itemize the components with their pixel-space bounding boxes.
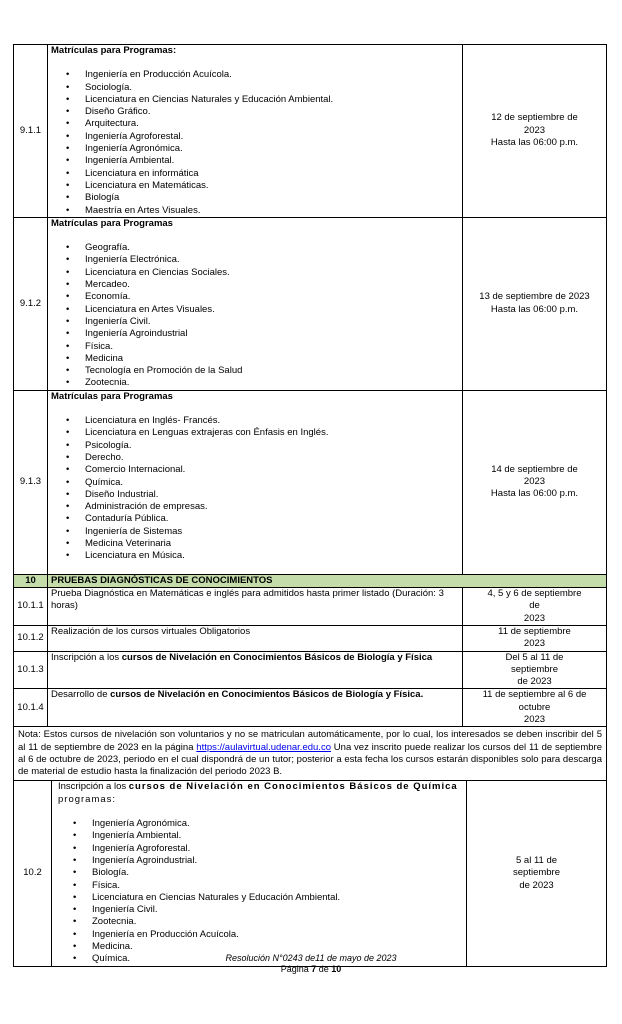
- row-number: 9.1.2: [14, 217, 48, 390]
- program-list-item: • Física.: [51, 341, 459, 353]
- activity-cell: [52, 781, 467, 966]
- row-number: 10.1.1: [14, 588, 48, 626]
- program-list-item: • Ingeniería Electrónica.: [51, 254, 459, 266]
- table-row: [14, 217, 607, 390]
- program-list-item: • Medicina: [51, 353, 459, 365]
- block-title: Matrículas para Programas: [51, 217, 173, 229]
- activity-cell: Inscripción a los cursos de Nivelación en Conocimientos Básicos de Biología y Física: [48, 651, 463, 689]
- date-cell: 13 de septiembre de 2023 Hasta las 06:00 p.m.: [463, 217, 607, 390]
- program-list-item: • Contaduría Pública.: [51, 513, 459, 525]
- program-list-item: • Licenciatura en Música.: [51, 550, 459, 562]
- program-list-item: • Ingeniería Agronómica.: [51, 143, 459, 155]
- date-cell: 5 al 11 de septiembre de 2023: [467, 781, 607, 966]
- table-row: [14, 588, 607, 626]
- program-list-item: • Diseño Industrial.: [51, 489, 459, 501]
- program-list-item: • Ingeniería Agroindustrial: [51, 328, 459, 340]
- table-row: [14, 390, 607, 574]
- program-list-item: • Licenciatura en Artes Visuales.: [51, 304, 459, 316]
- program-list-item: • Licenciatura en informática: [51, 168, 459, 180]
- activity-cell: [48, 217, 463, 390]
- table-row: [14, 781, 607, 966]
- section-title: PRUEBAS DIAGNÓSTICAS DE CONOCIMIENTOS: [48, 574, 607, 587]
- activity-cell: Realización de los cursos virtuales Obligatorios: [48, 625, 463, 651]
- program-list-item: • Química.: [51, 477, 459, 489]
- program-list-item: • Ingeniería en Producción Acuícola.: [58, 929, 463, 941]
- program-list-item: • Mercadeo.: [51, 279, 459, 291]
- resolution-reference: Resolución N°0243 de11 de mayo de 2023: [225, 953, 397, 963]
- program-list-item: • Biología.: [58, 867, 463, 879]
- program-list-item: • Ingeniería Agroforestal.: [51, 131, 459, 143]
- program-list-item: • Sociología.: [51, 82, 459, 94]
- program-list-item: • Psicología.: [51, 440, 459, 452]
- row-number: 10.1.4: [14, 689, 48, 727]
- program-list-item: • Ingeniería en Producción Acuícola.: [51, 69, 459, 81]
- program-list-item: • Diseño Gráfico.: [51, 106, 459, 118]
- program-list: [51, 69, 459, 217]
- program-list: [51, 242, 459, 390]
- row-number: 10.2: [14, 781, 52, 966]
- row-number: 9.1.3: [14, 390, 48, 574]
- page-number: Página 7 de 10: [280, 964, 342, 974]
- block-title: Matrículas para Programas:: [51, 45, 177, 56]
- row-number: 10.1.2: [14, 625, 48, 651]
- program-list-item: • Licenciatura en Lenguas extrajeras con Énfasis en Inglés.: [51, 427, 459, 439]
- program-list: [51, 415, 459, 563]
- activity-cell: [48, 45, 463, 218]
- program-list-item: • Ingeniería Ambiental.: [51, 155, 459, 167]
- row-number: 10.1.3: [14, 651, 48, 689]
- row-number: 9.1.1: [14, 45, 48, 218]
- activity-cell: Desarrollo de cursos de Nivelación en Conocimientos Básicos de Biología y Física.: [48, 689, 463, 727]
- date-cell: 4, 5 y 6 de septiembre de 2023: [463, 588, 607, 626]
- program-list-item: • Derecho.: [51, 452, 459, 464]
- program-list-item: • Física.: [58, 880, 463, 892]
- program-list-item: • Licenciatura en Ciencias Naturales y Educación Ambiental.: [58, 892, 463, 904]
- table-row: [14, 689, 607, 727]
- program-list-item: • Geografía.: [51, 242, 459, 254]
- program-list-item: • Economía.: [51, 291, 459, 303]
- date-cell: Del 5 al 11 de septiembre de 2023: [463, 651, 607, 689]
- document-page: [13, 44, 607, 967]
- date-cell: 14 de septiembre de 2023 Hasta las 06:00 p.m.: [463, 390, 607, 574]
- program-list-item: • Ingeniería Agroforestal.: [58, 843, 463, 855]
- program-list-item: • Maestría en Artes Visuales.: [51, 205, 459, 217]
- table-row: [14, 45, 607, 218]
- program-list: [58, 818, 463, 966]
- program-list-item: • Licenciatura en Inglés- Francés.: [51, 415, 459, 427]
- schedule-table-2: [13, 780, 607, 966]
- program-list-item: • Administración de empresas.: [51, 501, 459, 513]
- date-cell: 12 de septiembre de 2023 Hasta las 06:00 p.m.: [463, 45, 607, 218]
- program-list-item: • Ingeniería Civil.: [58, 904, 463, 916]
- program-list-item: • Tecnología en Promoción de la Salud: [51, 365, 459, 377]
- program-list-item: • Química.: [58, 953, 463, 965]
- activity-cell: [48, 390, 463, 574]
- program-list-item: • Biología: [51, 192, 459, 204]
- section-number: 10: [14, 574, 48, 587]
- program-list-item: • Ingeniería de Sistemas: [51, 526, 459, 538]
- program-list-item: • Arquitectura.: [51, 118, 459, 130]
- section-header-row: [14, 574, 607, 587]
- program-list-item: • Ingeniería Civil.: [51, 316, 459, 328]
- program-list-item: • Licenciatura en Matemáticas.: [51, 180, 459, 192]
- program-list-item: • Medicina Veterinaria: [51, 538, 459, 550]
- activity-cell: Prueba Diagnóstica en Matemáticas e inglés para admitidos hasta primer listado (Duración: 3 horas): [48, 588, 463, 626]
- program-list-item: • Zootecnia.: [58, 916, 463, 928]
- aulavirtual-link[interactable]: https://aulavirtual.udenar.edu.co: [196, 741, 331, 753]
- date-cell: 11 de septiembre al 6 de octubre 2023: [463, 689, 607, 727]
- block-title: Matrículas para Programas: [51, 390, 173, 402]
- date-cell: 11 de septiembre 2023: [463, 625, 607, 651]
- program-list-item: • Ingeniería Agronómica.: [58, 818, 463, 830]
- program-list-item: • Licenciatura en Ciencias Naturales y Educación Ambiental.: [51, 94, 459, 106]
- note-text: Nota: Estos cursos de nivelación son voluntarios y no se matriculan automáticamente, por lo cual, los interesados se deben inscribir del 5 al 11 de septiembre de 2023 en la página https://aulavirtual.udenar.edu.co Una vez inscrito puede realizar los cursos del 11 de septiembre al 6 de octubre de 2023, periodo en el cual dispondrá de un tutor; posterior a esta fecha los cursos estarán disponibles solo para descarga de material de estudio hasta la finalización del periodo 2023 B.: [14, 727, 607, 781]
- block-intro: Inscripción a los cursos de Nivelación en Conocimientos Básicos de Química programas:: [58, 781, 458, 805]
- program-list-item: • Licenciatura en Ciencias Sociales.: [51, 267, 459, 279]
- program-list-item: • Comercio Internacional.: [51, 464, 459, 476]
- note-row: [14, 727, 607, 781]
- program-list-item: • Medicina.: [58, 941, 463, 953]
- program-list-item: • Ingeniería Ambiental.: [58, 830, 463, 842]
- program-list-item: • Ingeniería Agroindustrial.: [58, 855, 463, 867]
- page-footer: [0, 953, 622, 975]
- program-list-item: • Zootecnia.: [51, 377, 459, 389]
- table-row: [14, 625, 607, 651]
- table-row: [14, 651, 607, 689]
- schedule-table: [13, 44, 607, 781]
